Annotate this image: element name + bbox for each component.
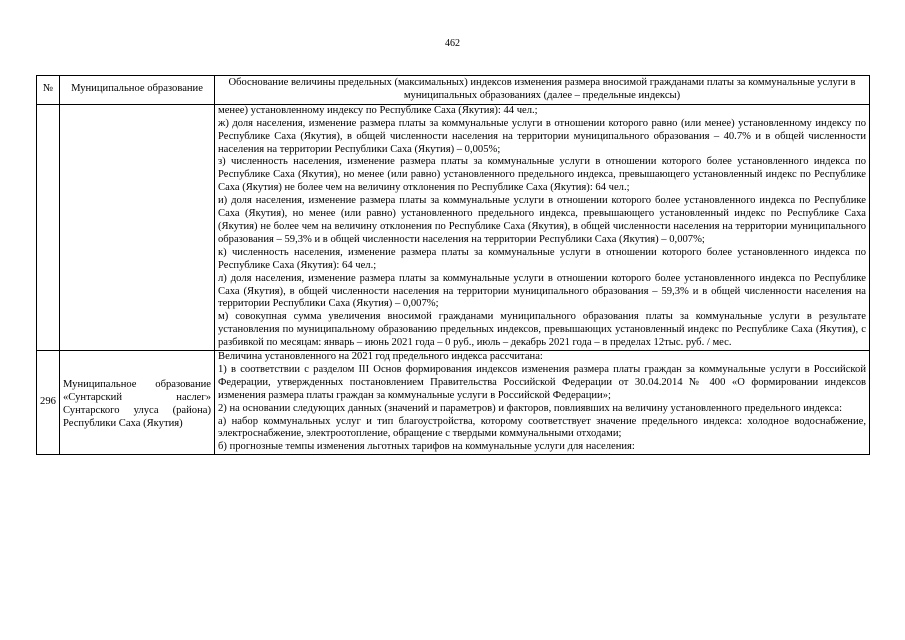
municipality-cell <box>60 351 215 455</box>
row-number-cell <box>37 104 60 350</box>
municipality-name: Муниципальное образование «Сунтарский наслег» Сунтарского улуса (района) Республики Саха (Якутия) <box>63 378 211 429</box>
paragraph: менее) установленному индексу по Республике Саха (Якутия): 44 чел.; <box>218 104 538 116</box>
page-number: 462 <box>445 38 460 49</box>
paragraph: б) прогнозные темпы изменения льготных тарифов на коммунальные услуги для населения: <box>218 441 635 453</box>
municipal-index-table <box>36 75 870 455</box>
paragraph: л) доля населения, изменение размера платы за коммунальные услуги в отношении которого более установленного индекса по Республике Саха (Якутия), в общей численности населения на территории муниципального образования – 59,3% и в общей численности населения на территории Республики Саха (Якутия) – 0,007%; <box>218 272 866 310</box>
paragraph: ж) доля населения, изменение размера платы за коммунальные услуги в отношении которого равно (или менее) установленному индексу по Республике Саха (Якутия), в общей численности населения на территории муниципального образования – 40.7% и в общей численности населения на территории Республики Саха (Якутия) – 0,005%; <box>218 117 866 155</box>
paragraph: а) набор коммунальных услуг и тип благоустройства, которому соответствует значение предельного индекса: холодное водоснабжение, электроснабжение, электроотопление, обращение с твердыми коммунальными отходами; <box>218 415 866 440</box>
justification-cell <box>215 351 870 455</box>
table-header-row <box>37 76 870 105</box>
paragraph: 1) в соответствии с разделом III Основ формирования индексов изменения размера платы граждан за коммунальные услуги в Российской Федерации, утвержденных постановлением Правительства Российской Федерации от 30.04.2014 № 400 «О формировании индексов изменения размера платы граждан за коммунальные услуги в Российской Федерации»; <box>218 363 866 401</box>
justification-cell <box>215 104 870 350</box>
paragraph: м) совокупная сумма увеличения вносимой гражданами муниципального образования платы за коммунальные услуги в результате установления по муниципальному образованию предельных индексов, превышающих установленный индекс по Республике Саха (Якутия), с разбивкой по месяцам: январь – июнь 2021 года – 0 руб., июль – декабрь 2021 года – в пределах 12тыс. руб. / мес. <box>218 311 866 349</box>
paragraph: к) численность населения, изменение размера платы за коммунальные услуги в отношении которого более установленного индекса по Республике Саха (Якутия): 64 чел.; <box>218 246 866 271</box>
header-municipality: Муниципальное образование <box>60 76 215 105</box>
table-row <box>37 351 870 455</box>
row-number-cell: 296 <box>37 351 60 455</box>
paragraph: з) численность населения, изменение размера платы за коммунальные услуги в отношении которого более установленного индекса по Республике Саха (Якутия), но менее (или равно) установленного предельного индекса, превышающего установленный индекс по Республике Саха (Якутия) не более чем на величину отклонения по Республике Саха (Якутия): 64 чел.; <box>218 156 866 194</box>
paragraph: 2) на основании следующих данных (значений и параметров) и факторов, повлиявших на величину установленного предельного индекса: <box>218 402 843 414</box>
municipality-cell <box>60 104 215 350</box>
paragraph: и) доля населения, изменение размера платы за коммунальные услуги в отношении которого более установленного индекса по Республике Саха (Якутия), но менее (или равно) установленного предельного индекса, превышающего установленный индекс по Республике Саха (Якутия) не более чем на величину отклонения по Республике Саха (Якутия), в общей численности населения на территории муниципального образования – 59,3% и в общей численности населения на территории Республики Саха (Якутия) – 0,007%; <box>218 195 866 245</box>
header-number: № <box>37 76 60 105</box>
paragraph: Величина установленного на 2021 год предельного индекса рассчитана: <box>218 351 543 363</box>
header-justification: Обоснование величины предельных (максимальных) индексов изменения размера вносимой гражданами платы за коммунальные услуги в муниципальных образованиях (далее – предельные индексы) <box>215 76 870 105</box>
table-row <box>37 104 870 350</box>
